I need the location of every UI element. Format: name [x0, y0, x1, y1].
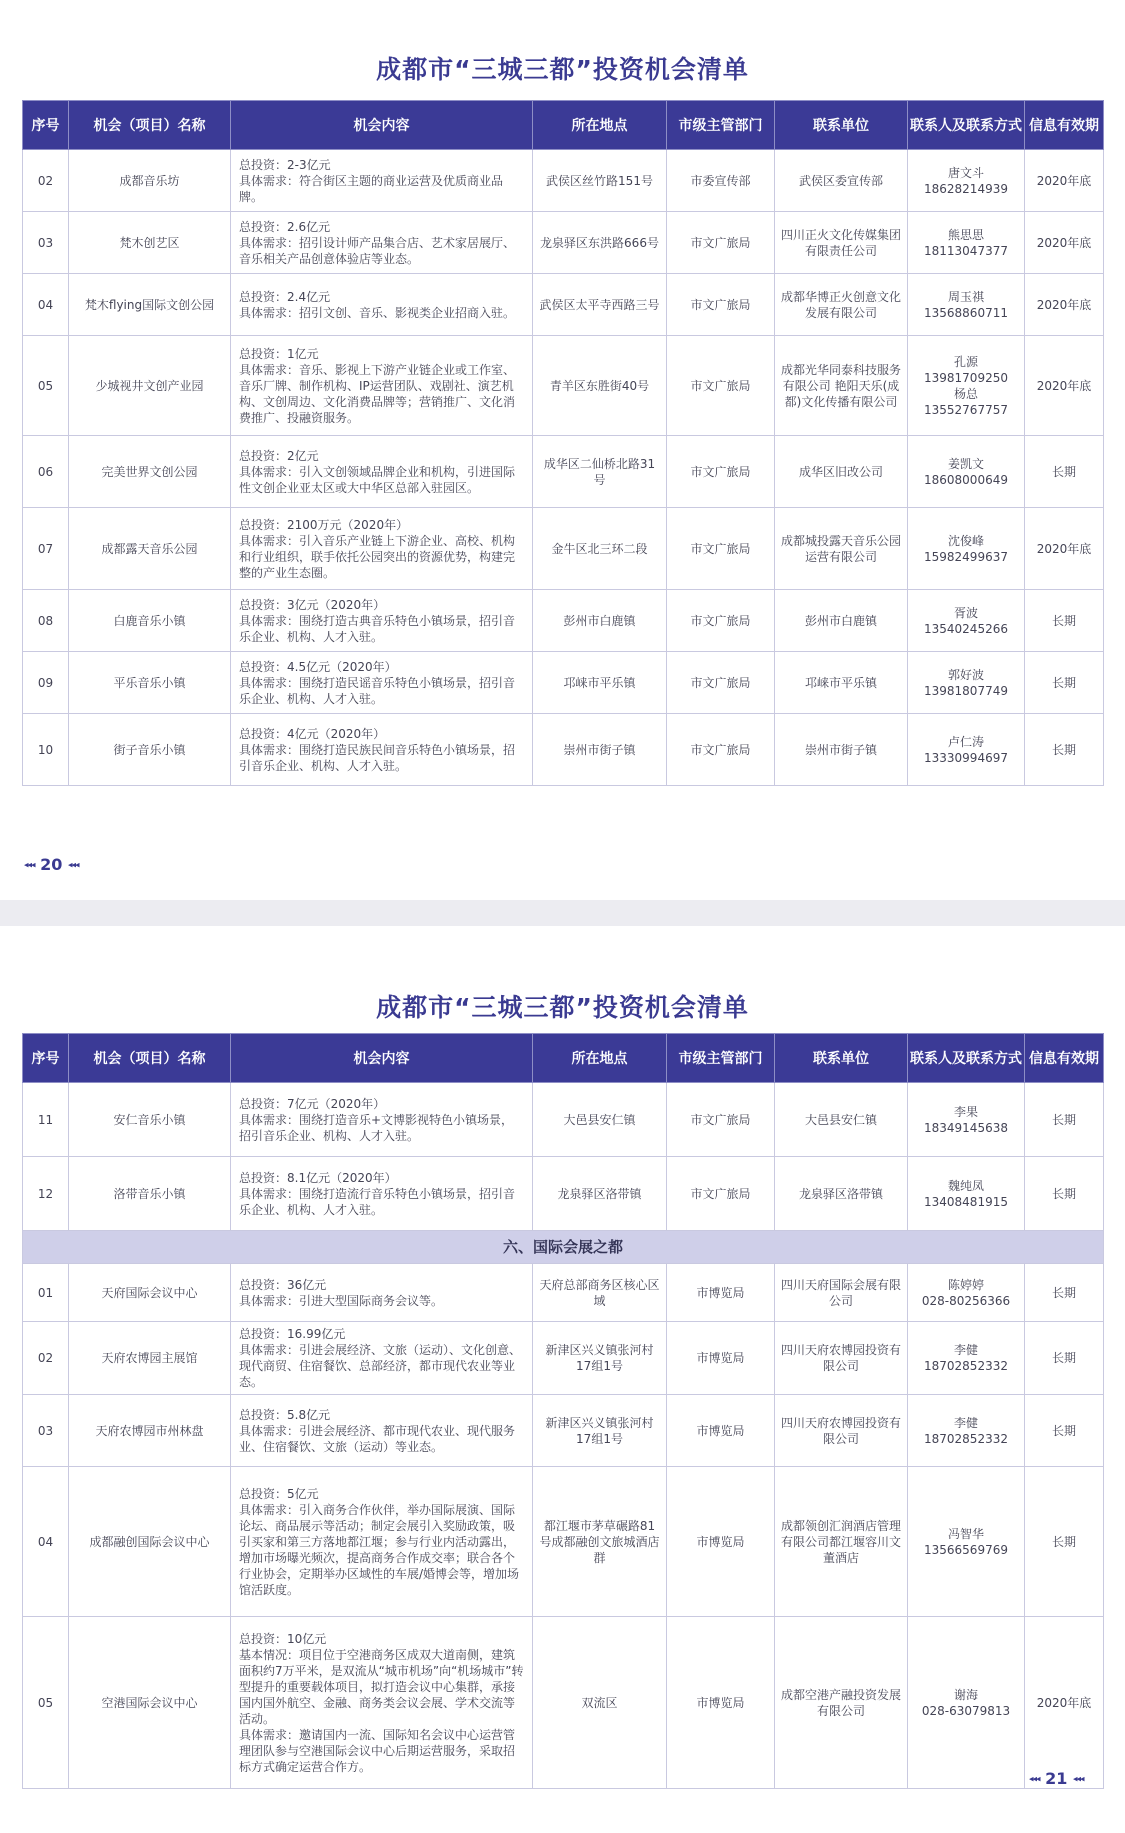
row-dept: 市文广旅局: [667, 212, 775, 274]
row-contact: [908, 1264, 1025, 1322]
left-arrows-icon: ◂◂◂: [1072, 1774, 1084, 1785]
row-location: 新津区兴义镇张河村17组1号: [533, 1322, 667, 1395]
row-validity: 2020年底: [1025, 212, 1104, 274]
header-dept: 市级主管部门: [667, 101, 775, 150]
table-row: [23, 336, 1104, 436]
row-no: 05: [23, 1617, 69, 1789]
header-location: 所在地点: [533, 101, 667, 150]
row-dept: 市博览局: [667, 1322, 775, 1395]
row-contact: [908, 150, 1025, 212]
row-name: 天府农博园市州林盘: [69, 1395, 231, 1467]
row-name: 少城视井文创产业园: [69, 336, 231, 436]
left-arrows-icon: ◂◂◂: [24, 860, 35, 871]
row-dept: 市博览局: [667, 1617, 775, 1789]
row-contact-line: 魏纯凤: [947, 1178, 984, 1193]
row-validity: 长期: [1025, 1395, 1104, 1467]
row-unit: 四川天府国际会展有限公司: [775, 1264, 908, 1322]
row-contact-line: 李健: [953, 1343, 978, 1357]
table-row: [23, 150, 1104, 212]
row-dept: 市委宣传部: [667, 150, 775, 212]
row-unit: 成都城投露天音乐公园运营有限公司: [775, 508, 908, 590]
page-21: [0, 926, 1125, 1833]
row-validity: 长期: [1025, 714, 1104, 786]
row-contact: [908, 1395, 1025, 1467]
page-title: 成都市“三城三都”投资机会清单: [376, 993, 749, 1022]
row-contact-line: 杨总: [953, 386, 978, 401]
table-header-row: [23, 1034, 1104, 1083]
row-no: 04: [23, 274, 69, 336]
row-unit: 邛崃市平乐镇: [775, 652, 908, 714]
row-content-line: 具体需求：围绕打造民族民间音乐特色小镇场景，招引音乐企业、机构、人才入驻。: [239, 742, 516, 773]
header-no: 序号: [23, 1034, 69, 1083]
row-no: 07: [23, 508, 69, 590]
row-contact-line: 陈婷婷: [947, 1277, 984, 1292]
row-content-line: 总投资：2100万元（2020年）: [239, 517, 409, 532]
row-validity: 长期: [1025, 1083, 1104, 1157]
header-dept: 市级主管部门: [667, 1034, 775, 1083]
header-name: 机会（项目）名称: [69, 101, 231, 150]
row-unit: 四川正火文化传媒集团有限责任公司: [775, 212, 908, 274]
row-validity: 2020年底: [1025, 336, 1104, 436]
table-row: [23, 274, 1104, 336]
row-no: 04: [23, 1467, 69, 1617]
row-no: 08: [23, 590, 69, 652]
row-location: 都江堰市茅草碾路81号成都融创文旅城酒店群: [533, 1467, 667, 1617]
row-content-line: 具体需求：围绕打造流行音乐特色小镇场景，招引音乐企业、机构、人才入驻。: [239, 1186, 516, 1217]
table-row: [23, 714, 1104, 786]
row-name: 完美世界文创公园: [69, 436, 231, 508]
row-validity: 2020年底: [1025, 274, 1104, 336]
row-contact: [908, 336, 1025, 436]
header-validity: 信息有效期: [1025, 101, 1104, 150]
row-content: [231, 212, 533, 274]
row-validity: 2020年底: [1025, 150, 1104, 212]
row-location: 邛崃市平乐镇: [533, 652, 667, 714]
row-contact-line: 18702852332: [924, 1359, 1008, 1373]
header-location: 所在地点: [533, 1034, 667, 1083]
row-contact-line: 13330994697: [924, 750, 1008, 765]
row-unit: 崇州市街子镇: [775, 714, 908, 786]
row-contact: [908, 1467, 1025, 1617]
row-content-line: 总投资：5亿元: [239, 1486, 319, 1501]
row-contact-line: 沈俊峰: [947, 533, 984, 548]
row-content: [231, 1083, 533, 1157]
row-contact-line: 李健: [953, 1415, 978, 1430]
table-row: [23, 1157, 1104, 1231]
table-body: [23, 1083, 1104, 1789]
page-20: [0, 0, 1125, 900]
row-name: 成都露天音乐公园: [69, 508, 231, 590]
row-unit: 成华区旧改公司: [775, 436, 908, 508]
row-location: 龙泉驿区东洪路666号: [533, 212, 667, 274]
row-content: [231, 1157, 533, 1231]
row-contact: [908, 274, 1025, 336]
row-content-line: 总投资：4亿元（2020年）: [239, 726, 386, 741]
row-content-line: 总投资：2.6亿元: [239, 219, 331, 234]
row-content: [231, 1617, 533, 1789]
header-no: 序号: [23, 101, 69, 150]
row-content-line: 总投资：2亿元: [239, 448, 319, 463]
row-contact-line: 13552767757: [924, 402, 1008, 417]
row-contact: [908, 714, 1025, 786]
row-contact-line: 13408481915: [924, 1194, 1008, 1209]
table-row: [23, 1617, 1104, 1789]
row-content-line: 具体需求：围绕打造民谣音乐特色小镇场景，招引音乐企业、机构、人才入驻。: [239, 675, 516, 706]
row-content-line: 具体需求：招引设计师产品集合店、艺术家居展厅、音乐相关产品创意体验店等业态。: [239, 235, 516, 266]
row-dept: 市文广旅局: [667, 1083, 775, 1157]
header-unit: 联系单位: [775, 1034, 908, 1083]
row-no: 03: [23, 212, 69, 274]
row-location: 龙泉驿区洛带镇: [533, 1157, 667, 1231]
table-row: [23, 1467, 1104, 1617]
row-contact-line: 姜凯文: [947, 456, 984, 471]
table-row: [23, 436, 1104, 508]
row-contact: [908, 212, 1025, 274]
row-content: [231, 1467, 533, 1617]
row-content-line: 总投资：2.4亿元: [239, 289, 331, 304]
row-location: 崇州市街子镇: [533, 714, 667, 786]
row-validity: 2020年底: [1025, 508, 1104, 590]
row-content-line: 具体需求：邀请国内一流、国际知名会议中心运营管理团队参与空港国际会议中心后期运营服务，采取招标方式确定运营合作方。: [239, 1727, 516, 1774]
row-contact-line: 唐文斗: [947, 165, 984, 180]
row-content-line: 总投资：10亿元: [239, 1631, 327, 1646]
row-contact-line: 郭好波: [947, 667, 984, 682]
row-validity: 2020年底: [1025, 1617, 1104, 1789]
row-contact-line: 胥波: [953, 605, 978, 620]
row-contact: [908, 1617, 1025, 1789]
row-unit: 成都领创汇润酒店管理有限公司都江堰容川文董酒店: [775, 1467, 908, 1617]
left-arrows-icon: ◂◂◂: [1029, 1774, 1040, 1785]
row-unit: 大邑县安仁镇: [775, 1083, 908, 1157]
row-content-line: 总投资：4.5亿元（2020年）: [239, 659, 397, 674]
row-content: [231, 1322, 533, 1395]
row-contact: [908, 508, 1025, 590]
row-name: 洛带音乐小镇: [69, 1157, 231, 1231]
row-content-line: 总投资：2-3亿元: [239, 157, 331, 172]
row-location: 成华区二仙桥北路31号: [533, 436, 667, 508]
row-dept: 市文广旅局: [667, 590, 775, 652]
row-no: 02: [23, 150, 69, 212]
row-contact-line: 18628214939: [924, 181, 1008, 196]
row-contact-line: 18702852332: [924, 1431, 1008, 1446]
row-contact-line: 18608000649: [924, 472, 1008, 487]
row-content-line: 具体需求：引入文创领域品牌企业和机构，引进国际性文创企业亚太区或大中华区总部入驻园区。: [239, 464, 516, 495]
row-dept: 市文广旅局: [667, 508, 775, 590]
row-dept: 市文广旅局: [667, 336, 775, 436]
row-no: 02: [23, 1322, 69, 1395]
row-contact-line: 13981709250: [924, 370, 1008, 385]
page-number: [24, 855, 79, 874]
row-content-line: 具体需求：围绕打造音乐+文博影视特色小镇场景，招引音乐企业、机构、人才入驻。: [239, 1112, 514, 1143]
row-no: 10: [23, 714, 69, 786]
row-content-line: 基本情况：项目位于空港商务区成双大道南侧，建筑面积约7万平米，是双流从“城市机场”向“机场城市”转型提升的重要载体项目，拟打造会议中心集群，承接国内国外航空、金融、商务类会议会展、学术交流等活动。: [239, 1647, 524, 1726]
table-row: [23, 1264, 1104, 1322]
row-content: [231, 336, 533, 436]
row-content-line: 总投资：16.99亿元: [239, 1327, 346, 1341]
row-location: 青羊区东胜街40号: [533, 336, 667, 436]
table-body: [23, 150, 1104, 786]
row-dept: 市文广旅局: [667, 436, 775, 508]
row-contact: [908, 1322, 1025, 1395]
row-content: [231, 1395, 533, 1467]
row-unit: 成都华博正火创意文化发展有限公司: [775, 274, 908, 336]
table-row: [23, 1083, 1104, 1157]
row-content-line: 总投资：1亿元: [239, 346, 319, 361]
row-contact-line: 18113047377: [924, 243, 1008, 258]
left-arrows-icon: ◂◂◂: [67, 860, 79, 871]
row-contact-line: 15982499637: [924, 549, 1008, 564]
row-location: 武侯区丝竹路151号: [533, 150, 667, 212]
row-location: 双流区: [533, 1617, 667, 1789]
row-contact-line: 028-63079813: [921, 1703, 1011, 1718]
row-validity: 长期: [1025, 1157, 1104, 1231]
row-name: 街子音乐小镇: [69, 714, 231, 786]
row-no: 11: [23, 1083, 69, 1157]
row-name: 天府农博园主展馆: [69, 1322, 231, 1395]
row-content: [231, 652, 533, 714]
row-name: 天府国际会议中心: [69, 1264, 231, 1322]
row-location: 大邑县安仁镇: [533, 1083, 667, 1157]
row-unit: 四川天府农博园投资有限公司: [775, 1322, 908, 1395]
row-contact-line: 18349145638: [924, 1120, 1008, 1135]
row-contact: [908, 1157, 1025, 1231]
row-contact-line: 13566569769: [924, 1542, 1008, 1557]
row-contact-line: 卢仁涛: [947, 734, 984, 749]
row-location: 彭州市白鹿镇: [533, 590, 667, 652]
header-name: 机会（项目）名称: [69, 1034, 231, 1083]
row-contact-line: 028-80256366: [921, 1293, 1011, 1308]
header-contact: 联系人及联系方式: [908, 101, 1025, 150]
row-unit: 成都光华同泰科技服务有限公司 艳阳天乐(成都)文化传播有限公司: [775, 336, 908, 436]
row-content-line: 具体需求：引进大型国际商务会议等。: [239, 1293, 444, 1308]
header-content: 机会内容: [231, 1034, 533, 1083]
row-validity: 长期: [1025, 1264, 1104, 1322]
table-row: [23, 652, 1104, 714]
table-row: [23, 590, 1104, 652]
row-no: 05: [23, 336, 69, 436]
row-content-line: 总投资：8.1亿元（2020年）: [239, 1170, 397, 1185]
row-name: 梵木flying国际文创公园: [69, 274, 231, 336]
table-header-row: [23, 101, 1104, 150]
row-content-line: 具体需求：音乐、影视上下游产业链企业或工作室、音乐厂牌、制作机构、IP运营团队、戏剧社、演艺机构、文创周边、文化消费品牌等；营销推广、文化消费推广、投融资服务。: [239, 362, 516, 425]
page-number: [1029, 1769, 1084, 1788]
row-dept: 市文广旅局: [667, 652, 775, 714]
row-no: 09: [23, 652, 69, 714]
opportunity-table: [22, 1033, 1104, 1789]
row-dept: 市博览局: [667, 1395, 775, 1467]
row-content-line: 总投资：36亿元: [239, 1277, 327, 1292]
row-name: 梵木创艺区: [69, 212, 231, 274]
page-number-text: 21: [1045, 1769, 1068, 1788]
header-content: 机会内容: [231, 101, 533, 150]
row-validity: 长期: [1025, 652, 1104, 714]
row-no: 03: [23, 1395, 69, 1467]
header-unit: 联系单位: [775, 101, 908, 150]
row-contact: [908, 652, 1025, 714]
row-contact-line: 谢海: [953, 1687, 978, 1702]
row-content: [231, 150, 533, 212]
row-contact-line: 熊思思: [947, 227, 984, 242]
row-content-line: 总投资：5.8亿元: [239, 1407, 331, 1422]
row-content: [231, 590, 533, 652]
row-name: 平乐音乐小镇: [69, 652, 231, 714]
row-content-line: 总投资：3亿元（2020年）: [239, 597, 386, 612]
row-content-line: 具体需求：符合街区主题的商业运营及优质商业品牌。: [239, 173, 504, 204]
row-location: 新津区兴义镇张河村17组1号: [533, 1395, 667, 1467]
table-row: [23, 1395, 1104, 1467]
row-content-line: 具体需求：引入商务合作伙伴，举办国际展演、国际论坛、商品展示等活动；制定会展引入奖励政策，吸引买家和第三方落地都江堰；参与行业内活动露出，增加市场曝光频次，提高商务合作成交率；联合各个行业协会，定期举办区域性的车展/婚博会等，增加场馆活跃度。: [239, 1502, 520, 1597]
row-location: 武侯区太平寺西路三号: [533, 274, 667, 336]
row-no: 12: [23, 1157, 69, 1231]
row-content: [231, 1264, 533, 1322]
row-dept: 市博览局: [667, 1467, 775, 1617]
row-contact-line: 13568860711: [924, 305, 1008, 320]
row-name: 空港国际会议中心: [69, 1617, 231, 1789]
row-unit: 龙泉驿区洛带镇: [775, 1157, 908, 1231]
row-content: [231, 508, 533, 590]
section-row: [23, 1231, 1104, 1264]
row-content-line: 具体需求：围绕打造古典音乐特色小镇场景，招引音乐企业、机构、人才入驻。: [239, 613, 516, 644]
row-validity: 长期: [1025, 1467, 1104, 1617]
row-dept: 市文广旅局: [667, 714, 775, 786]
opportunity-table: [22, 100, 1104, 786]
row-content-line: 总投资：7亿元（2020年）: [239, 1096, 386, 1111]
row-no: 01: [23, 1264, 69, 1322]
row-name: 安仁音乐小镇: [69, 1083, 231, 1157]
row-location: 天府总部商务区核心区域: [533, 1264, 667, 1322]
header-contact: 联系人及联系方式: [908, 1034, 1025, 1083]
row-location: 金牛区北三环二段: [533, 508, 667, 590]
row-validity: 长期: [1025, 590, 1104, 652]
page-number-text: 20: [40, 855, 63, 874]
row-contact-line: 13981807749: [924, 683, 1008, 698]
row-unit: 武侯区委宣传部: [775, 150, 908, 212]
table-row: [23, 508, 1104, 590]
row-contact-line: 李果: [953, 1104, 978, 1119]
row-contact-line: 13540245266: [924, 621, 1008, 636]
row-no: 06: [23, 436, 69, 508]
row-content: [231, 274, 533, 336]
page-title: 成都市“三城三都”投资机会清单: [376, 55, 749, 84]
row-content-line: 具体需求：招引文创、音乐、影视类企业招商入驻。: [239, 305, 516, 320]
table-row: [23, 212, 1104, 274]
row-content-line: 具体需求：引入音乐产业链上下游企业、高校、机构和行业组织，联手依托公园突出的资源优势，构建完整的产业生态圈。: [239, 533, 516, 580]
row-contact: [908, 1083, 1025, 1157]
row-content-line: 具体需求：引进会展经济、文旅（运动）、文化创意、现代商贸、住宿餐饮、总部经济，都市现代农业等业态。: [239, 1343, 522, 1389]
row-contact: [908, 590, 1025, 652]
row-dept: 市文广旅局: [667, 274, 775, 336]
row-name: 成都融创国际会议中心: [69, 1467, 231, 1617]
row-contact: [908, 436, 1025, 508]
section-title: 六、国际会展之都: [23, 1231, 1104, 1264]
row-contact-line: 周玉祺: [947, 289, 984, 304]
row-validity: 长期: [1025, 1322, 1104, 1395]
header-validity: 信息有效期: [1025, 1034, 1104, 1083]
row-contact-line: 冯智华: [947, 1526, 984, 1541]
row-dept: 市博览局: [667, 1264, 775, 1322]
row-content-line: 具体需求：引进会展经济、都市现代农业、现代服务业、住宿餐饮、文旅（运动）等业态。: [239, 1423, 516, 1454]
table-row: [23, 1322, 1104, 1395]
row-content: [231, 714, 533, 786]
row-name: 白鹿音乐小镇: [69, 590, 231, 652]
row-unit: 四川天府农博园投资有限公司: [775, 1395, 908, 1467]
row-content: [231, 436, 533, 508]
row-dept: 市文广旅局: [667, 1157, 775, 1231]
row-contact-line: 孔源: [953, 354, 978, 369]
row-unit: 彭州市白鹿镇: [775, 590, 908, 652]
row-validity: 长期: [1025, 436, 1104, 508]
row-unit: 成都空港产融投资发展有限公司: [775, 1617, 908, 1789]
row-name: 成都音乐坊: [69, 150, 231, 212]
